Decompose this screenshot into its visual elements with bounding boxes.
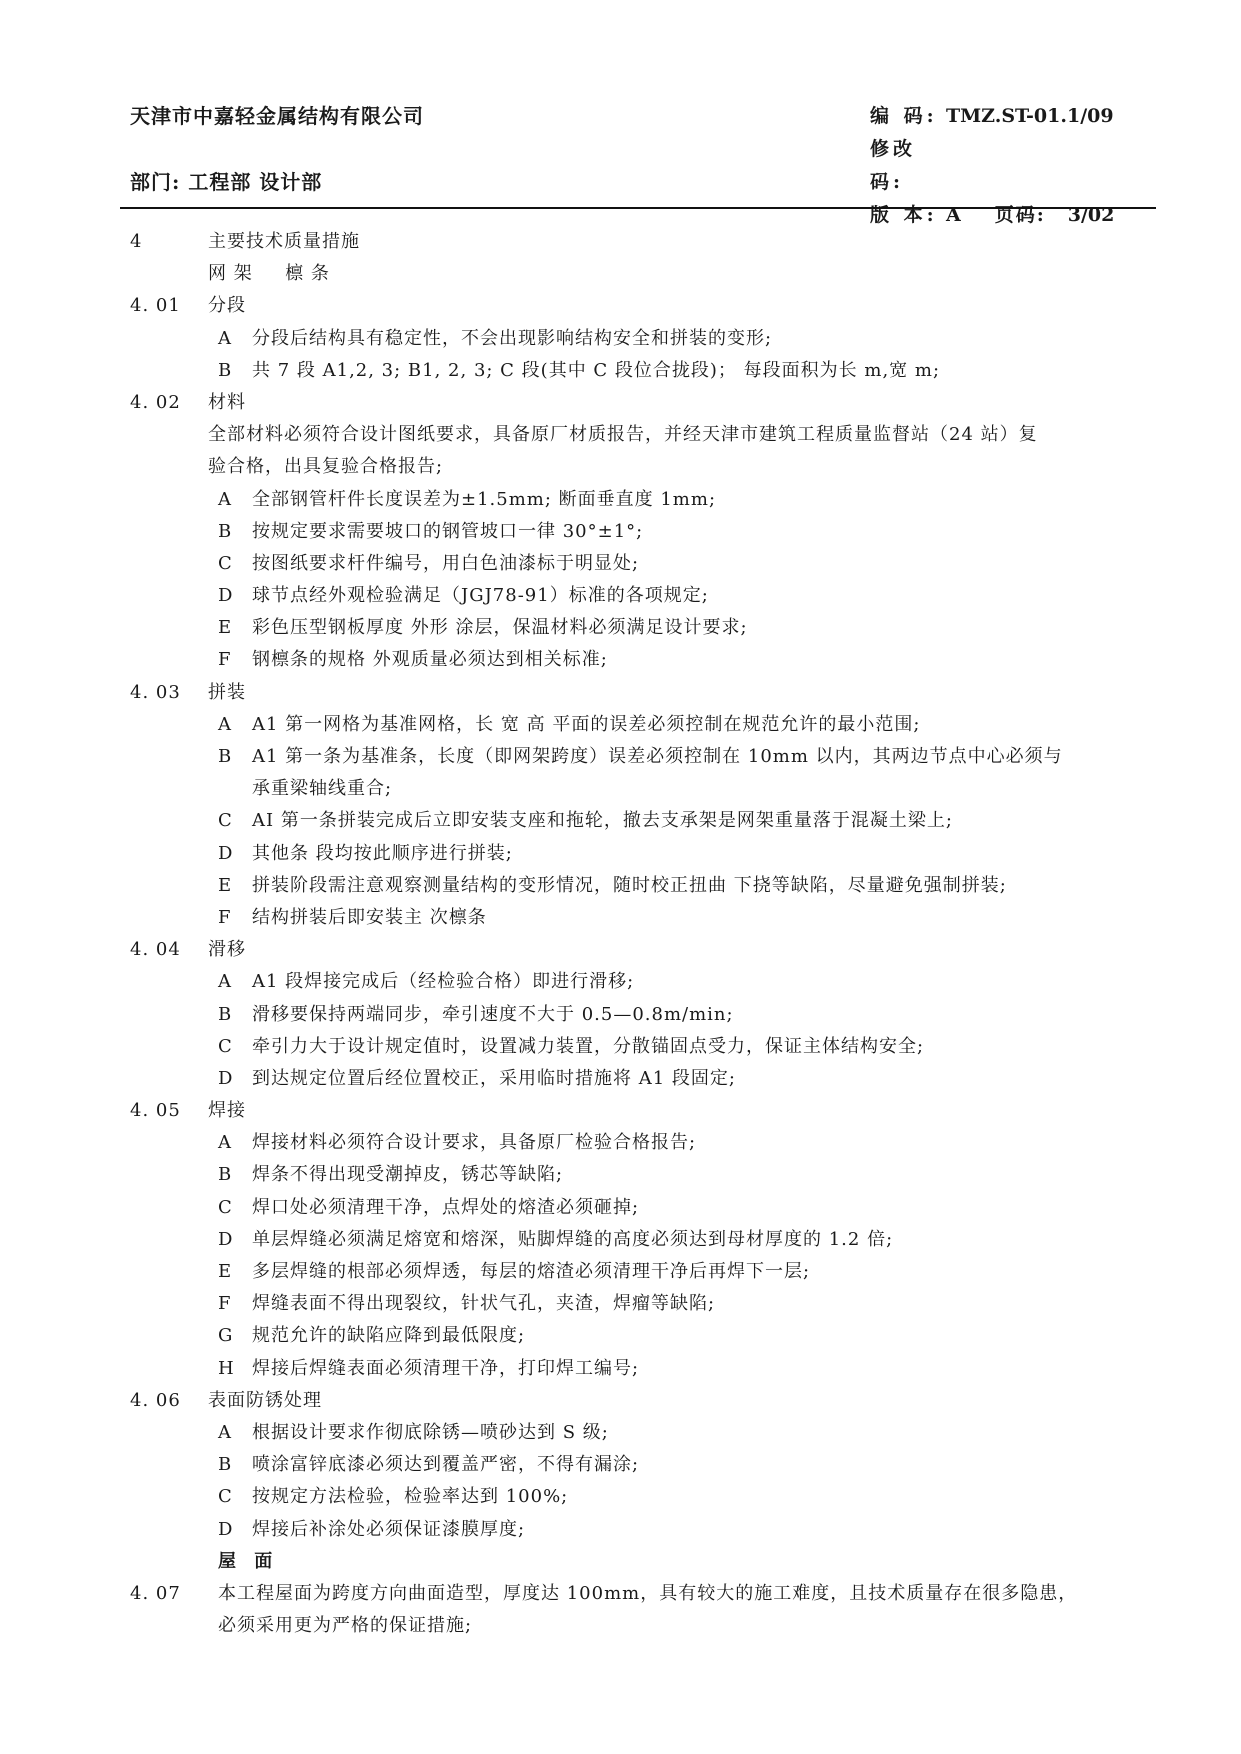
clause-title: 材料 bbox=[208, 391, 246, 413]
list-item bbox=[130, 1159, 1160, 1191]
clause-heading bbox=[130, 677, 1160, 709]
item-text: 按规定方法检验，检验率达到 100%; bbox=[252, 1486, 569, 1508]
item-letter: A bbox=[218, 327, 232, 349]
paragraph-text: 全部材料必须符合设计图纸要求，具备原厂材质报告，并经天津市建筑工程质量监督站（24 站）复 bbox=[208, 424, 1038, 446]
item-letter: G bbox=[218, 1325, 234, 1347]
version-value: A bbox=[946, 204, 961, 226]
item-text: 承重梁轴线重合; bbox=[252, 778, 393, 800]
code-value: TMZ.ST-01.1/09 bbox=[946, 105, 1114, 127]
item-text: 按图纸要求杆件编号，用白色油漆标于明显处; bbox=[252, 552, 640, 574]
clause-heading bbox=[130, 934, 1160, 966]
item-letter: C bbox=[218, 1035, 233, 1057]
item-text: 焊口处必须清理干净，点焊处的熔渣必须砸掉; bbox=[252, 1196, 640, 1218]
list-item bbox=[130, 1481, 1160, 1513]
header-divider bbox=[120, 207, 1156, 209]
clause-heading bbox=[130, 387, 1160, 419]
item-text: A1 段焊接完成后（经检验合格）即进行滑移; bbox=[252, 971, 635, 993]
paragraph-line bbox=[130, 1610, 1160, 1642]
item-text: 分段后结构具有稳定性，不会出现影响结构安全和拼装的变形; bbox=[252, 327, 773, 349]
item-letter: F bbox=[218, 1293, 232, 1315]
item-letter: A bbox=[218, 1421, 232, 1443]
item-text: 牵引力大于设计规定值时，设置减力装置，分散锚固点受力，保证主体结构安全; bbox=[252, 1035, 925, 1057]
list-item bbox=[130, 1192, 1160, 1224]
item-text: 彩色压型钢板厚度 外形 涂层，保温材料必须满足设计要求; bbox=[252, 617, 748, 639]
item-text: 滑移要保持两端同步，牵引速度不大于 0.5—0.8m/min; bbox=[252, 1003, 734, 1025]
item-text: 结构拼装后即安装主 次檩条 bbox=[252, 906, 487, 928]
list-item bbox=[130, 1320, 1160, 1352]
list-item bbox=[130, 1063, 1160, 1095]
clause-number: 4. 01 bbox=[130, 295, 181, 317]
document-body bbox=[130, 226, 1160, 1642]
clause-heading bbox=[130, 1385, 1160, 1417]
list-item bbox=[130, 966, 1160, 998]
list-item bbox=[130, 516, 1160, 548]
item-text: 焊接后焊缝表面必须清理干净，打印焊工编号; bbox=[252, 1357, 640, 1379]
item-letter: E bbox=[218, 1261, 233, 1282]
clause-number: 4. 05 bbox=[130, 1100, 181, 1122]
item-letter: B bbox=[218, 1454, 233, 1476]
revision-label: 修改码: bbox=[870, 138, 917, 193]
list-item bbox=[130, 1353, 1160, 1385]
item-letter: B bbox=[218, 1164, 233, 1186]
item-letter: D bbox=[218, 842, 234, 864]
list-item bbox=[130, 612, 1160, 644]
clause-title: 焊接 bbox=[208, 1100, 246, 1122]
list-item bbox=[130, 1224, 1160, 1256]
list-item bbox=[130, 644, 1160, 676]
clause-number: 4. 03 bbox=[130, 681, 181, 703]
clause-number: 4. 02 bbox=[130, 391, 181, 413]
item-text: 焊接后补涂处必须保证漆膜厚度; bbox=[252, 1518, 526, 1540]
list-item bbox=[130, 741, 1160, 773]
item-text: 焊条不得出现受潮掉皮，锈芯等缺陷; bbox=[252, 1164, 564, 1186]
item-letter: C bbox=[218, 1196, 233, 1218]
list-item bbox=[130, 1514, 1160, 1546]
list-item-continuation bbox=[130, 773, 1160, 805]
section-title: 主要技术质量措施 bbox=[208, 231, 360, 252]
item-letter: B bbox=[218, 520, 233, 542]
clause-number: 4. 07 bbox=[130, 1582, 181, 1604]
clause-title: 滑移 bbox=[208, 939, 246, 961]
code-label: 编 码: bbox=[870, 105, 938, 127]
company-name: 天津市中嘉轻金属结构有限公司 bbox=[130, 104, 424, 128]
page-label: 页码: bbox=[994, 204, 1046, 226]
item-letter: H bbox=[218, 1357, 235, 1379]
clause-title: 表面防锈处理 bbox=[208, 1389, 322, 1411]
clause-title: 分段 bbox=[208, 295, 246, 317]
item-text: 焊接材料必须符合设计要求，具备原厂检验合格报告; bbox=[252, 1132, 697, 1154]
list-item bbox=[130, 838, 1160, 870]
section-subtitle-row bbox=[130, 258, 1160, 290]
item-text: 拼装阶段需注意观察测量结构的变形情况，随时校正扭曲 下挠等缺陷，尽量避免强制拼装; bbox=[252, 874, 1007, 896]
item-letter: F bbox=[218, 649, 232, 671]
item-letter: C bbox=[218, 1486, 233, 1508]
item-text: 到达规定位置后经位置校正，采用临时措施将 A1 段固定; bbox=[252, 1067, 736, 1089]
list-item bbox=[130, 484, 1160, 516]
clause-title: 拼装 bbox=[208, 681, 246, 703]
section-number: 4 bbox=[130, 231, 143, 252]
item-text: 其他条 段均按此顺序进行拼装; bbox=[252, 842, 513, 864]
item-text: 焊缝表面不得出现裂纹，针状气孔，夹渣，焊瘤等缺陷; bbox=[252, 1293, 716, 1315]
list-item bbox=[130, 709, 1160, 741]
list-item bbox=[130, 999, 1160, 1031]
document-meta bbox=[870, 100, 1114, 232]
paragraph-text: 必须采用更为严格的保证措施; bbox=[218, 1615, 473, 1637]
item-text: 按规定要求需要坡口的钢管坡口一律 30°±1°; bbox=[252, 520, 644, 542]
clause-heading bbox=[130, 1095, 1160, 1127]
list-item bbox=[130, 548, 1160, 580]
item-text: AI 第一条拼装完成后立即安装支座和拖轮，撤去支承架是网架重量落于混凝土梁上; bbox=[252, 810, 953, 832]
item-letter: D bbox=[218, 1518, 234, 1540]
document-header bbox=[130, 100, 1155, 226]
item-letter: A bbox=[218, 713, 232, 735]
page-number: 3/02 bbox=[1067, 204, 1115, 226]
item-text: A1 第一网格为基准网格，长 宽 高 平面的误差必须控制在规范允许的最小范围; bbox=[252, 713, 921, 735]
item-letter: D bbox=[218, 585, 234, 607]
item-letter: E bbox=[218, 617, 233, 639]
item-letter: C bbox=[218, 810, 233, 832]
subsection-title: 屋 面 bbox=[218, 1550, 279, 1572]
revision-row bbox=[870, 133, 1114, 199]
section-heading bbox=[130, 226, 1160, 258]
code-row bbox=[870, 100, 1114, 133]
item-text: 单层焊缝必须满足熔宽和熔深，贴脚焊缝的高度必须达到母材厚度的 1.2 倍; bbox=[252, 1228, 894, 1250]
list-item bbox=[130, 355, 1160, 387]
version-label: 版 本: bbox=[870, 204, 938, 226]
clause-heading bbox=[130, 290, 1160, 322]
item-letter: F bbox=[218, 906, 232, 928]
list-item bbox=[130, 902, 1160, 934]
list-item bbox=[130, 1127, 1160, 1159]
item-text: 根据设计要求作彻底除锈—喷砂达到 S 级; bbox=[252, 1421, 609, 1443]
paragraph-line bbox=[130, 419, 1160, 451]
item-letter: B bbox=[218, 359, 233, 381]
clause-number: 4. 04 bbox=[130, 939, 181, 961]
item-text: 钢檩条的规格 外观质量必须达到相关标准; bbox=[252, 649, 608, 671]
list-item bbox=[130, 580, 1160, 612]
paragraph-text: 本工程屋面为跨度方向曲面造型，厚度达 100mm，具有较大的施工难度，且技术质量存在很多隐患， bbox=[218, 1582, 1078, 1604]
list-item bbox=[130, 323, 1160, 355]
item-letter: C bbox=[218, 552, 233, 574]
item-letter: B bbox=[218, 1003, 233, 1025]
list-item bbox=[130, 1288, 1160, 1320]
list-item bbox=[130, 1256, 1160, 1288]
paragraph-text: 验合格，出具复验合格报告; bbox=[208, 456, 444, 478]
item-text: A1 第一条为基准条，长度（即网架跨度）误差必须控制在 10mm 以内，其两边节点中心必须与 bbox=[252, 746, 1063, 767]
item-letter: A bbox=[218, 488, 232, 510]
section-subtitle: 网 架 檩 条 bbox=[208, 263, 330, 285]
list-item bbox=[130, 870, 1160, 902]
list-item bbox=[130, 1449, 1160, 1481]
clause-number: 4. 06 bbox=[130, 1389, 181, 1411]
subsection-heading bbox=[130, 1546, 1160, 1578]
list-item bbox=[130, 805, 1160, 837]
department: 部门: 工程部 设计部 bbox=[130, 170, 323, 194]
item-text: 全部钢管杆件长度误差为±1.5mm; 断面垂直度 1mm; bbox=[252, 488, 717, 510]
item-text: 喷涂富锌底漆必须达到覆盖严密，不得有漏涂; bbox=[252, 1454, 640, 1476]
item-letter: A bbox=[218, 1132, 232, 1154]
item-text: 多层焊缝的根部必须焊透，每层的熔渣必须清理干净后再焊下一层; bbox=[252, 1261, 811, 1282]
item-letter: B bbox=[218, 746, 233, 767]
list-item bbox=[130, 1031, 1160, 1063]
item-letter: A bbox=[218, 971, 232, 993]
item-text: 规范允许的缺陷应降到最低限度; bbox=[252, 1325, 526, 1347]
item-letter: D bbox=[218, 1067, 234, 1089]
list-item bbox=[130, 1417, 1160, 1449]
paragraph-line bbox=[130, 451, 1160, 483]
clause-heading bbox=[130, 1578, 1160, 1610]
item-text: 球节点经外观检验满足（JGJ78-91）标准的各项规定; bbox=[252, 585, 709, 607]
item-letter: D bbox=[218, 1228, 234, 1250]
item-letter: E bbox=[218, 874, 233, 896]
item-text: 共 7 段 A1,2, 3; B1, 2, 3; C 段(其中 C 段位合拢段)； 每段面积为长 m,宽 m; bbox=[252, 359, 941, 381]
